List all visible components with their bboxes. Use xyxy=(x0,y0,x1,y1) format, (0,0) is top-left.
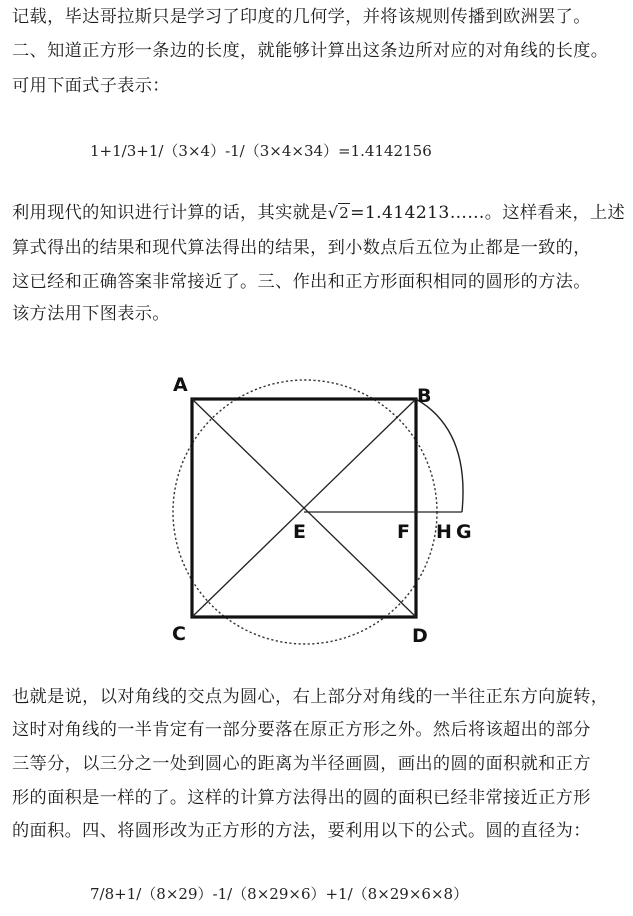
text-line: 这时对角线的一半肯定有一部分要落在原正方形之外。然后将该超出的部分 xyxy=(12,720,591,740)
radical-sign: √ xyxy=(327,203,339,222)
label-g: G xyxy=(456,521,472,543)
formula-circle-diameter: 7/8+1/（8×29）-1/（8×29×6）+1/（8×29×6×8） xyxy=(90,885,469,903)
label-a: A xyxy=(173,374,188,396)
text-line: 算式得出的结果和现代算法得出的结果，到小数点后五位为止都是一致的， xyxy=(12,238,591,258)
label-c: C xyxy=(172,623,186,645)
label-e: E xyxy=(293,521,306,543)
text-fragment: 利用现代的知识进行计算的话，其实就是 xyxy=(12,203,328,223)
rotation-arc-b-to-g xyxy=(416,399,463,512)
text-line: 该方法用下图表示。 xyxy=(12,304,170,324)
text-line: 也就是说，以对角线的交点为圆心，右上部分对角线的一半往正东方向旋转， xyxy=(12,687,609,707)
text-line: 记载，毕达哥拉斯只是学习了印度的几何学，并将该规则传播到欧洲罢了。 xyxy=(12,7,591,27)
label-f: F xyxy=(397,521,410,543)
label-d: D xyxy=(412,625,428,647)
text-line: 可用下面式子表示： xyxy=(12,76,170,96)
text-line: 二、知道正方形一条边的长度，就能够计算出这条边所对应的对角线的长度。 xyxy=(12,41,609,61)
radicand: 2 xyxy=(339,204,350,222)
text-line: 形的面积是一样的了。这样的计算方法得出的圆的面积已经非常接近正方形 xyxy=(12,788,591,808)
text-line: 三等分，以三分之一处到圆心的距离为半径画圆，画出的圆的面积就和正方 xyxy=(12,754,591,774)
formula-sqrt2: 1+1/3+1/（3×4）-1/（3×4×34）=1.4142156 xyxy=(90,142,432,160)
label-h: H xyxy=(436,521,452,543)
text-line: 的面积。四、将圆形改为正方形的方法，要利用以下的公式。圆的直径为： xyxy=(12,821,591,841)
label-b: B xyxy=(417,385,432,407)
text-line: 这已经和正确答案非常接近了。三、作出和正方形面积相同的圆形的方法。 xyxy=(12,272,591,292)
text-fragment: =1.414213……。这样看来，上述 xyxy=(350,203,626,223)
